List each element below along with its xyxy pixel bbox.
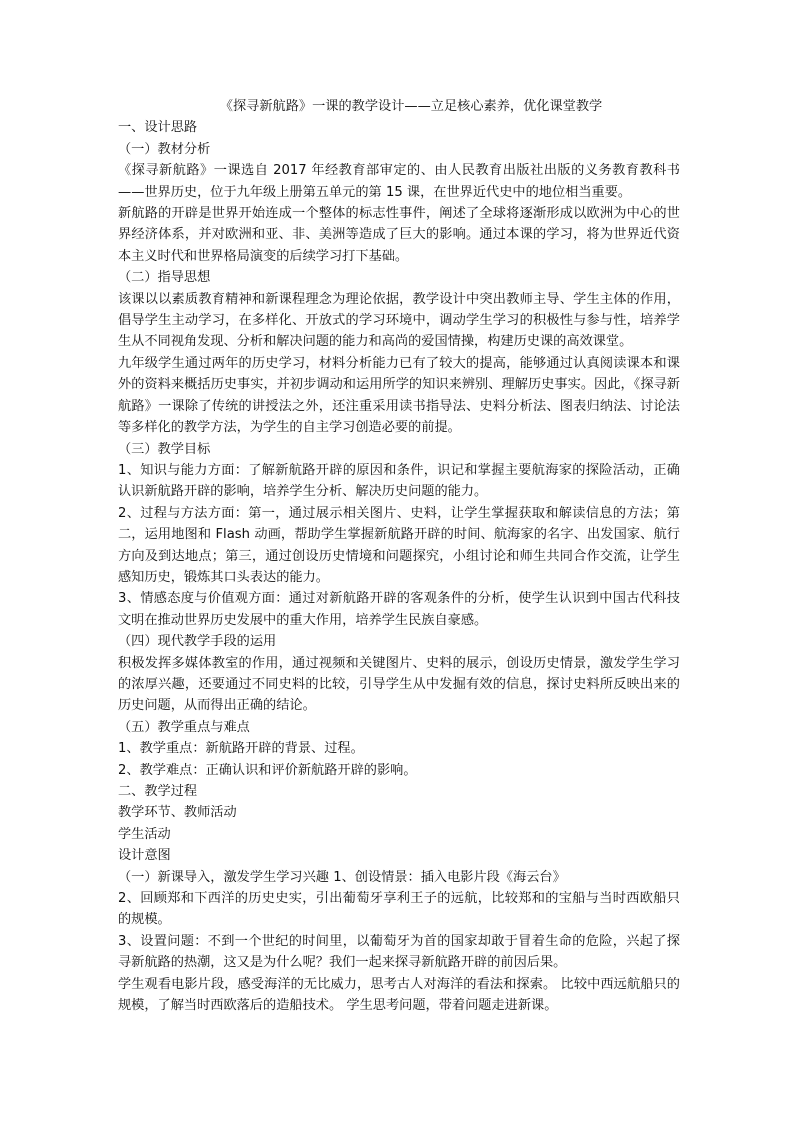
subheading-guiding-ideas: （二）指导思想 [118, 270, 211, 286]
paragraph: 积极发挥多媒体教室的作用，通过视频和关键图片、史料的展示，创设历史情景，激发学生学习的浓厚兴趣，还要通过不同史料的比较，引导学生从中发掘有效的信息，探讨史料所反映出来的历史问题，从而得出正确的结论。 [118, 655, 680, 714]
list-item: 1、知识与能力方面：了解新航路开辟的原因和条件，识记和掌握主要航海家的探险活动，正确认识新航路开辟的影响，培养学生分析、解决历史问题的能力。 [118, 462, 680, 500]
paragraph: 设计意图 [118, 848, 171, 864]
subheading-modern-teaching-means: （四）现代教学手段的运用 [118, 634, 277, 650]
paragraph: 九年级学生通过两年的历史学习，材料分析能力已有了较大的提高，能够通过认真阅读课本和课外的资料来概括历史事实，并初步调动和运用所学的知识来辨别、理解历史事实。因此，《探寻新航路》一课除了传统的讲授法之外，还注重采用读书指导法、史料分析法、图表归纳法、讨论法等多样化的教学方法，为学生的自主学习创造必要的前提。 [118, 355, 680, 436]
section-heading-design: 一、设计思路 [118, 120, 198, 136]
subheading-teaching-goals: （三）教学目标 [118, 441, 211, 457]
paragraph: 学生活动 [118, 826, 171, 842]
paragraph: （一）新课导入，激发学生学习兴趣 1、创设情景：插入电影片段《海云台》 [118, 869, 566, 885]
section-heading-process: 二、教学过程 [118, 784, 198, 799]
subheading-textbook-analysis: （一）教材分析 [118, 141, 211, 157]
paragraph: 3、设置问题：不到一个世纪的时间里，以葡萄牙为首的国家却敢于冒着生命的危险，兴起了探寻新航路的热潮，这又是为什么呢？我们一起来探寻新航路开辟的前因后果。 [118, 933, 680, 971]
paragraph: 《探寻新航路》一课选自 2017 年经教育部审定的、由人民教育出版社出版的义务教育教科书——世界历史，位于九年级上册第五单元的第 15 课，在世界近代史中的地位相当重要。 [118, 163, 680, 200]
paragraph: 新航路的开辟是世界开始连成一个整体的标志性事件，阐述了全球将逐渐形成以欧洲为中心的世界经济体系，并对欧洲和亚、非、美洲等造成了巨大的影响。通过本课的学习，将为世界近代资本主义时代和世界格局演变的后续学习打下基础。 [118, 206, 680, 264]
list-item: 2、过程与方法方面：第一，通过展示相关图片、史料，让学生掌握获取和解读信息的方法；第二，运用地图和 Flash 动画，帮助学生掌握新航路开辟的时间、航海家的名字、出发国家、航行方向及到达地点；第三，通过创设历史情境和问题探究，小组讨论和师生共同合作交流，让学生感知历史，锻炼其口头表达的能力。 [118, 505, 680, 585]
list-item: 1、教学重点：新航路开辟的背景、过程。 [118, 741, 364, 757]
paragraph: 该课以以素质教育精神和新课程理念为理论依据，教学设计中突出教师主导、学生主体的作用，倡导学生主动学习，在多样化、开放式的学习环境中，调动学生学习的积极性与参与性，培养学生从不同视角发现、分析和解决问题的能力和高尚的爱国情操，构建历史课的高效课堂。 [118, 291, 680, 350]
document-title: 《探寻新航路》一课的教学设计——立足核心素养，优化课堂教学 [219, 99, 603, 114]
paragraph: 2、回顾郑和下西洋的历史史实，引出葡萄牙享利王子的远航，比较郑和的宝船与当时西欧船只的规模。 [118, 891, 680, 928]
paragraph: 教学环节、教师活动 [118, 805, 237, 821]
subheading-key-points: （五）教学重点与难点 [118, 719, 250, 735]
list-item: 3、情感态度与价值观方面：通过对新航路开辟的客观条件的分析，使学生认识到中国古代科技文明在推动世界历史发展中的重大作用，培养学生民族自豪感。 [118, 591, 680, 628]
paragraph: 学生观看电影片段，感受海洋的无比威力，思考古人对海洋的看法和探索。 比较中西远航船只的规模，了解当时西欧落后的造船技术。 学生思考问题，带着问题走进新课。 [118, 976, 680, 1014]
list-item: 2、教学难点：正确认识和评价新航路开辟的影响。 [118, 762, 417, 778]
document-page [118, 96, 680, 1016]
